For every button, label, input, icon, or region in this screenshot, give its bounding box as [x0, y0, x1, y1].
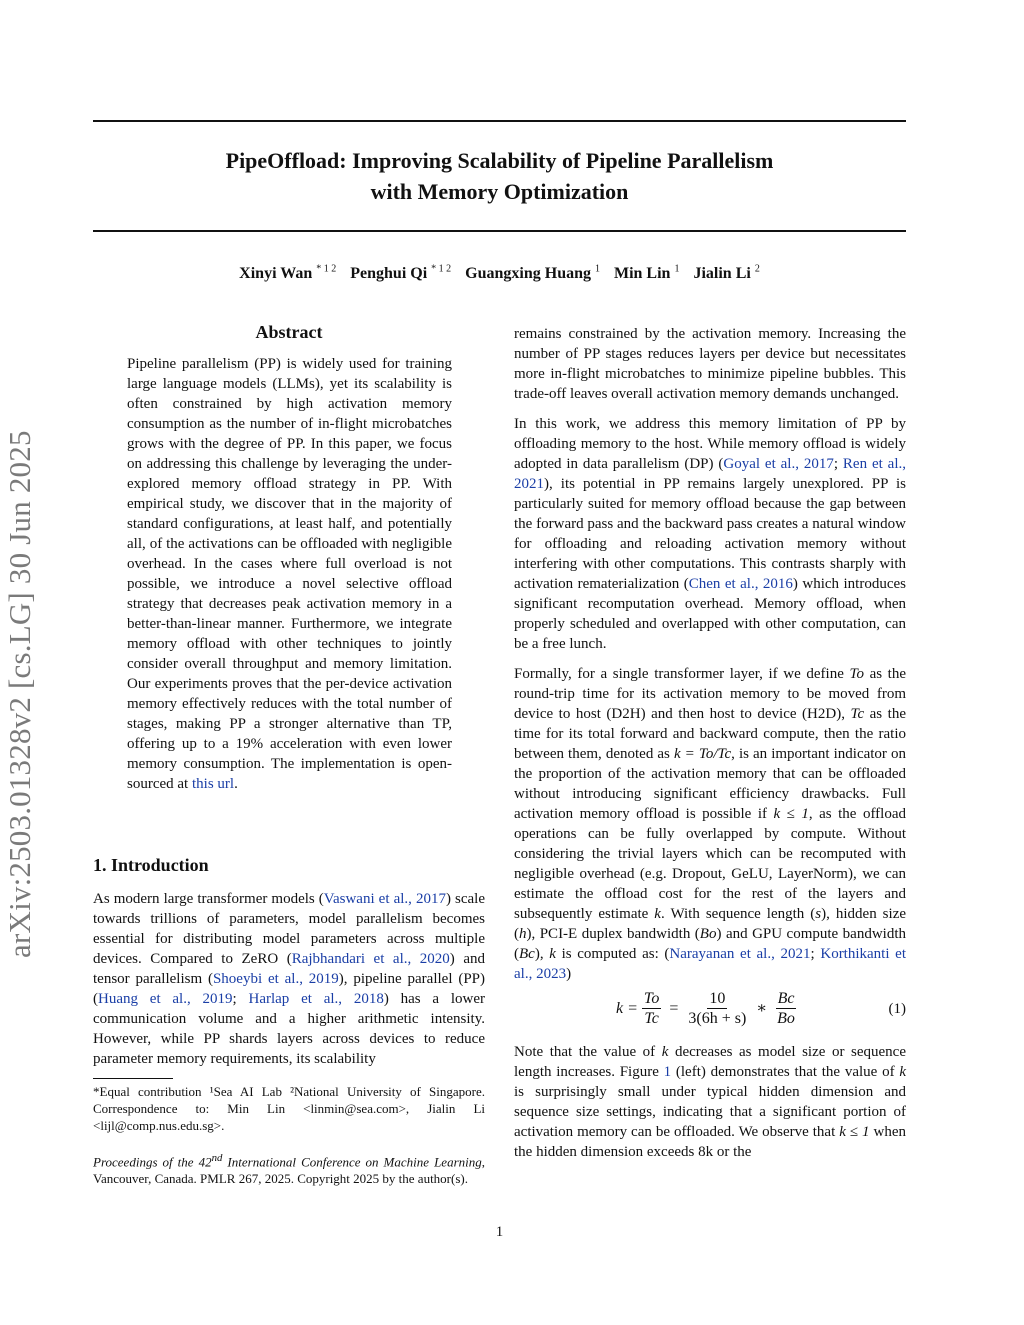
paper-title	[93, 145, 906, 207]
equation-1	[514, 986, 906, 1032]
page-number: 1	[495, 1224, 504, 1240]
proceedings-note: Proceedings of the 42nd International Conference on Machine Learning, Vancouver, Canada. PMLR 267, 2025. Copyright 2025 by the author(s).	[93, 1152, 485, 1187]
paragraph: Note that the value of k decreases as model size or sequence length increases. Figure 1 (left) demonstrates that the value of k is surprisingly small under typical hidden dimension and sequence size settings, indicating that a significant portion of activation memory can be offloaded. We observe that k ≤ 1 when the hidden dimension exceeds 8k or the	[514, 1044, 907, 1160]
affiliation-footnote: *Equal contribution ¹Sea AI Lab ²National University of Singapore. Correspondence to: Min Lin <linmin@sea.com>, Jialin Li <lijl@comp.nus.edu.sg>.	[93, 1084, 485, 1133]
citation-link[interactable]: Korthikanti et al., 2023	[514, 946, 907, 982]
citation-link[interactable]: Ren et al., 2021	[514, 456, 906, 492]
paragraph: remains constrained by the activation memory. Increasing the number of PP stages reduces layers per device but necessitates more in-flight microbatches to minimize pipeline bubbles. This trade-off leaves overall activation memory demands unchanged.	[514, 326, 906, 402]
citation-link[interactable]: Rajbhandari et al., 2020	[291, 951, 450, 967]
title-top-rule	[93, 120, 906, 122]
citation-link[interactable]: Goyal et al., 2017	[723, 456, 834, 472]
citation-link[interactable]: Harlap et al., 2018	[248, 991, 384, 1007]
equation-number: (1)	[888, 1001, 906, 1017]
citation-link[interactable]: Huang et al., 2019	[98, 991, 233, 1007]
arxiv-side-stamp: arXiv:2503.01328v2 [cs.LG] 30 Jun 2025	[2, 430, 37, 958]
title-bottom-rule	[93, 230, 906, 232]
author: Guangxing Huang $^1$	[465, 264, 600, 283]
citation-link[interactable]: Vaswani et al., 2017	[323, 891, 446, 907]
author: Min Lin $^1$	[613, 264, 680, 283]
paragraph: In this work, we address this memory limitation of PP by offloading memory to the host. While memory offload is widely adopted in data parallelism (DP) (Goyal et al., 2017; Ren et al., 2021), its potential in PP remains largely unexplored. PP is particularly suited for memory offload because the gap between the forward pass and the backward pass creates a natural window for offloading and reloading activation memory without interfering with other computations. This contrasts sharply with activation rematerialization (Chen et al., 2016) which introduces significant recomputation overhead. Memory offload, when properly scheduled and overlapped with other computation, can be a free lunch.	[514, 416, 906, 652]
author: Jialin Li $^2$	[693, 264, 760, 283]
abstract-heading: Abstract	[255, 322, 323, 342]
citation-link[interactable]: Chen et al., 2016	[688, 576, 793, 592]
paragraph: Formally, for a single transformer layer, if we define To as the round-trip time for its activation memory to be moved from device to host (D2H) and then host to device (H2D), Tc as the time for its total forward and backward compute, then the ratio between them, denoted as k = To/Tc, is an important indicator on the proportion of the activation memory that can be offloaded without introducing significant efficiency drawbacks. Full activation memory offload is possible if k ≤ 1, as the offload operations can be fully overlapped by compute. Without considering the trivial layers which can be recomputed with negligible overhead (e.g. Dropout, GeLU, LayerNorm), we can estimate the offload cost for the rest of the layers and subsequently estimate k. With sequence length (s), hidden size (h), PCI-E duplex bandwidth (Bo) and GPU compute bandwidth (Bc), k is computed as: (Narayanan et al., 2021; Korthikanti et al., 2023)	[514, 666, 907, 982]
author: Xinyi Wan $^{* 1 2}$	[239, 264, 337, 283]
citation-link[interactable]: Narayanan et al., 2021	[669, 946, 811, 962]
footnote-rule	[93, 1078, 173, 1079]
citation-link[interactable]: Shoeybi et al., 2019	[212, 971, 339, 987]
author-list	[93, 264, 906, 283]
equation-body: k = $\frac{To}{Tc}$ = $\frac{10}{3(6h + s)}$ ∗ $\frac{Bc}{Bo}$	[616, 989, 795, 1027]
fraction: $\frac{Bc}{Bo}$	[777, 989, 795, 1027]
abstract-body: Pipeline parallelism (PP) is widely used for training large language models (LLMs), yet its scalability is often constrained by high activation memory consumption as the number of in-flight microbatches grows with the degree of PP. In this paper, we focus on addressing this challenge by leveraging the under-explored memory offload strategy in PP. With empirical study, we discover that in the majority of standard configurations, at least half, and potentially all, of the activations can be offloaded with negligible overhead. In the cases where full overload is not possible, we introduce a novel selective offload strategy that decreases peak activation memory in a better-than-linear manner. Furthermore, we integrate memory offload with other techniques to jointly consider overall throughput and memory limitation. Our experiments proves that the per-device activation memory effectively reduces with the total number of stages, making PP a stronger alternative than TP, offering up to a 19% acceleration with even lower memory consumption. The implementation is open-sourced at this url.	[127, 356, 452, 792]
author: Penghui Qi $^{* 1 2}$	[350, 264, 452, 283]
section-heading-introduction: 1. Introduction	[93, 855, 209, 875]
intro-paragraph: As modern large transformer models (Vaswani et al., 2017) scale towards trillions of parameters, model parallelism becomes essential for distributing model parameters across multiple devices. Compared to ZeRO (Rajbhandari et al., 2020) and tensor parallelism (Shoeybi et al., 2019), pipeline parallel (PP) (Huang et al., 2019; Harlap et al., 2018) has a lower communication volume and a higher arithmetic intensity. However, while PP shards layers across devices to reduce parameter memory requirements, its scalability	[93, 891, 486, 1067]
fraction: $\frac{10}{3(6h + s)}$	[688, 989, 747, 1027]
fraction: $\frac{To}{Tc}$	[643, 989, 660, 1027]
title-line-2: with Memory Optimization	[370, 179, 629, 204]
code-link[interactable]: this url	[191, 776, 235, 792]
figure-ref-link[interactable]: 1	[663, 1064, 672, 1080]
title-line-1: PipeOffload: Improving Scalability of Pipeline Parallelism	[225, 148, 774, 173]
right-column	[514, 324, 906, 1172]
